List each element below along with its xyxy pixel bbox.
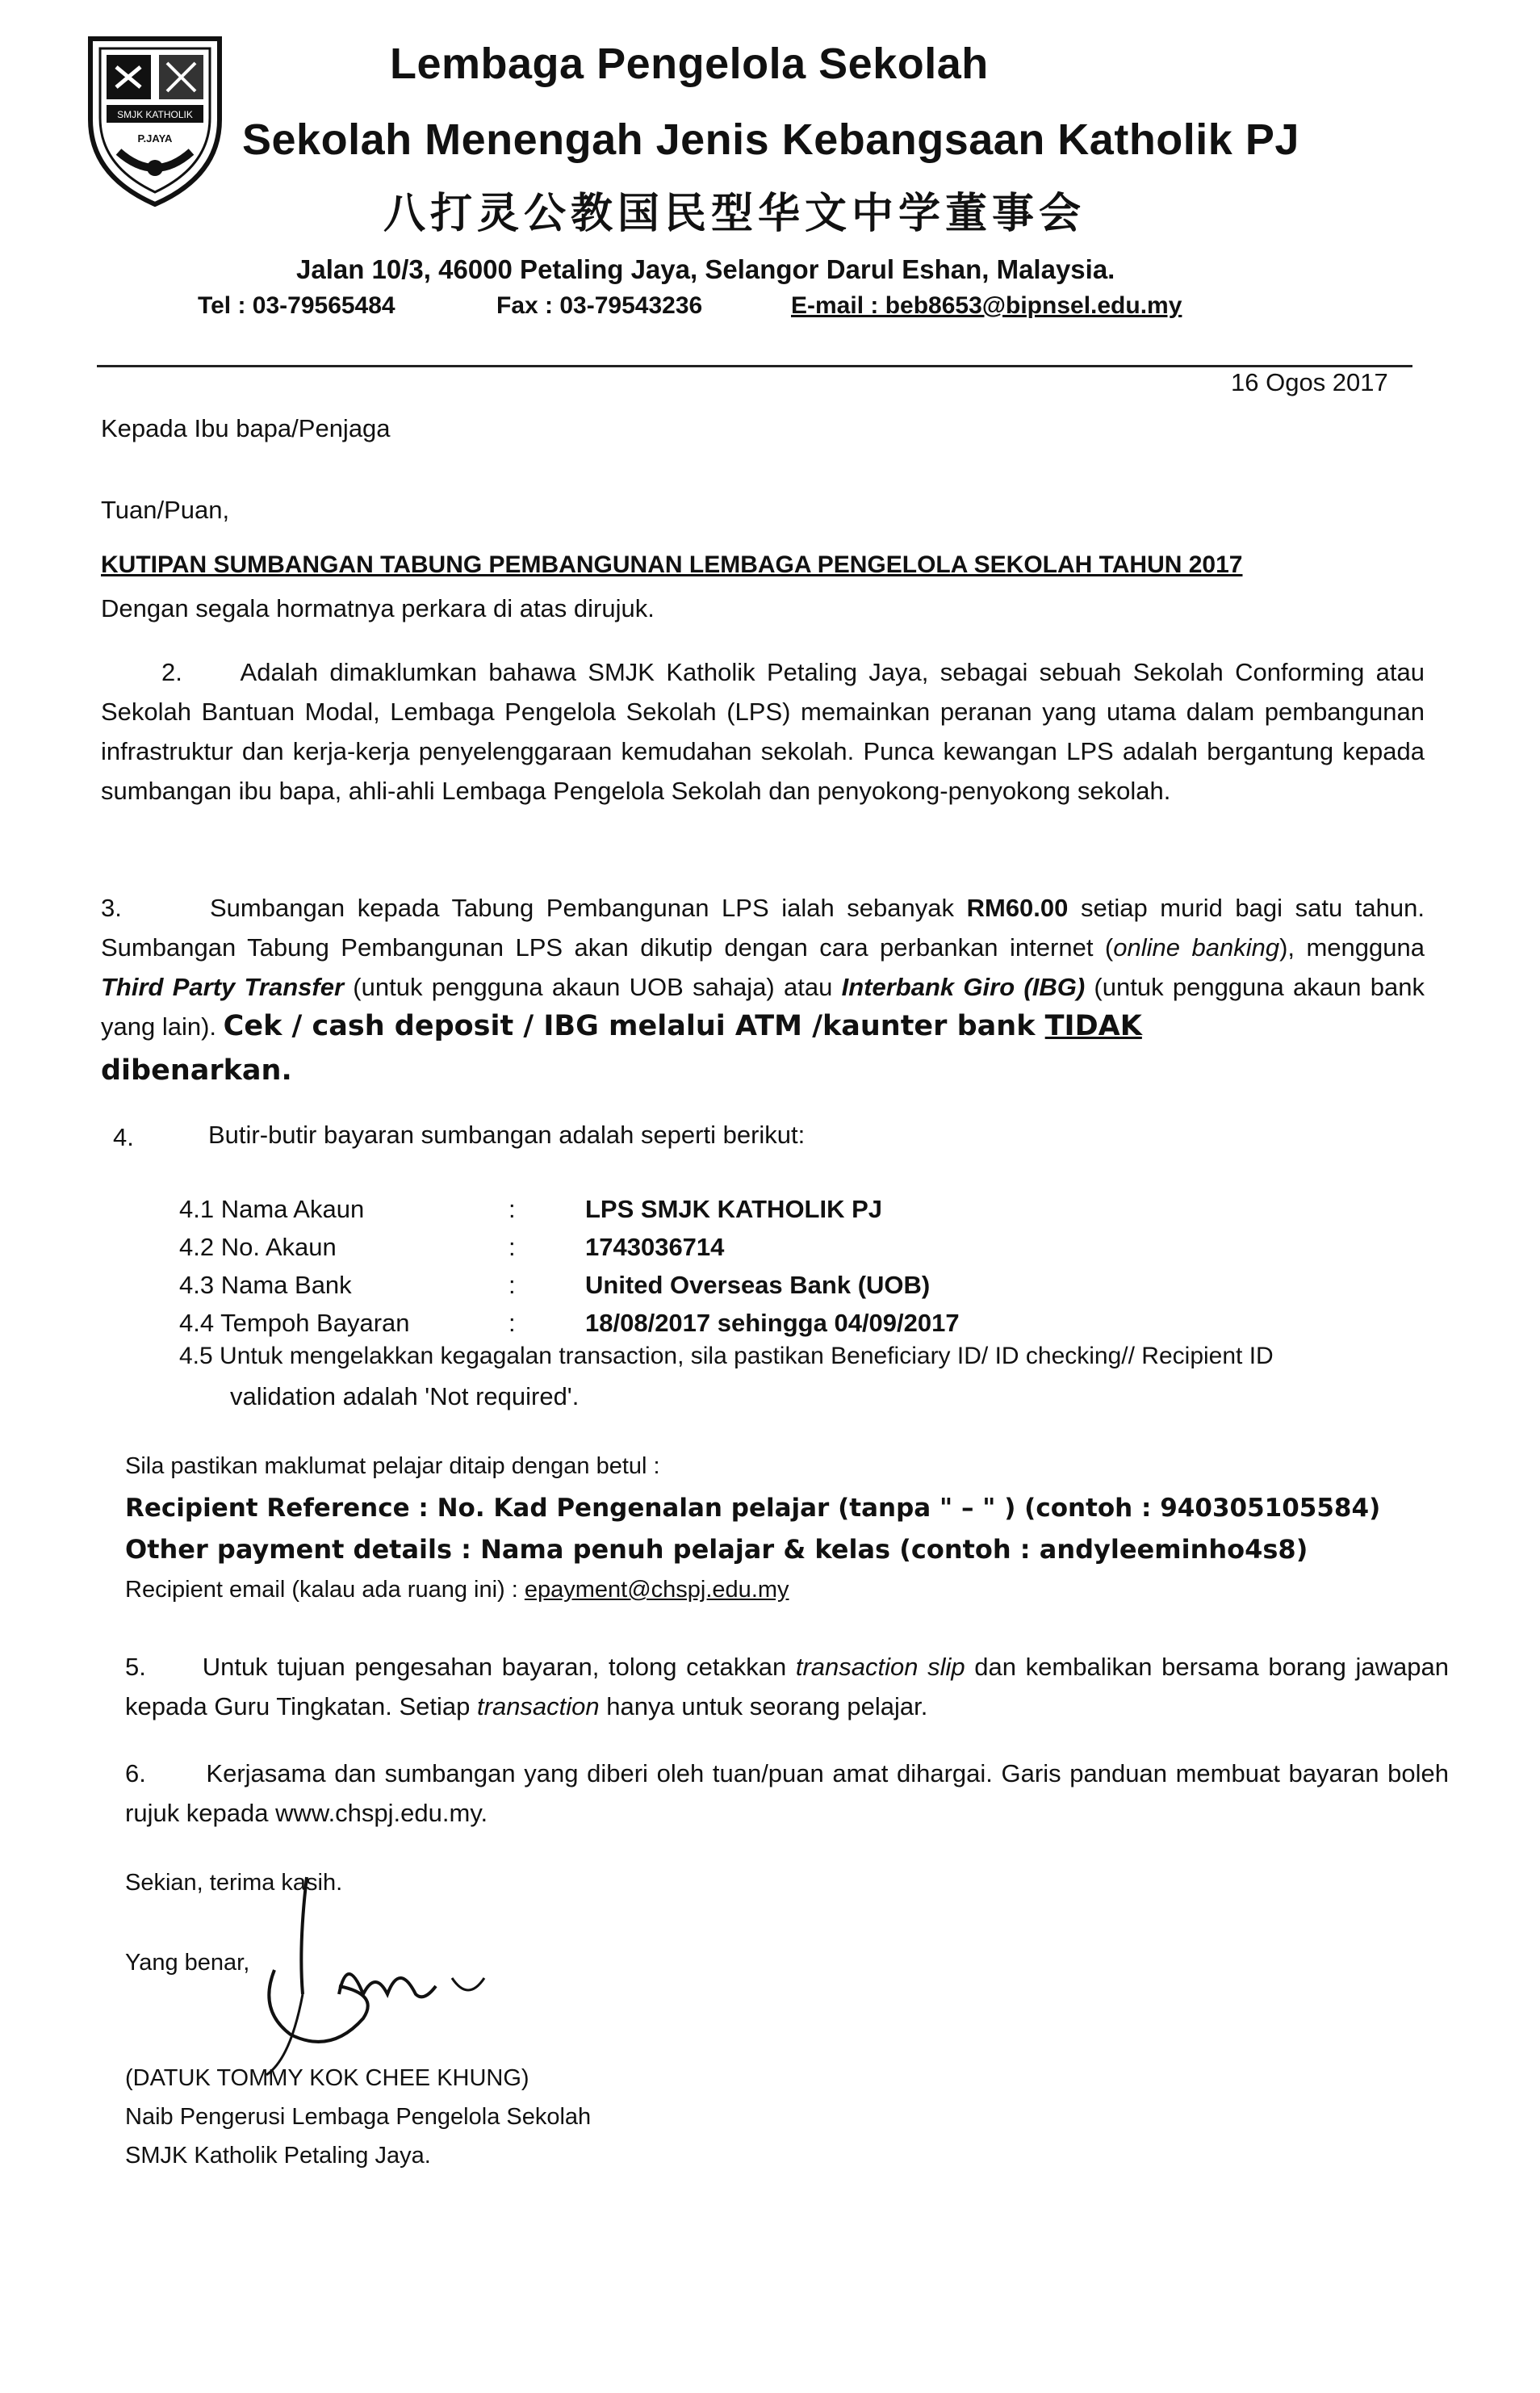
logo-text-mid: P.JAYA [137,132,173,145]
paragraph-5-text-a: Untuk tujuan pengesahan bayaran, tolong cetakkan [202,1653,796,1681]
bank-name-value: United Overseas Bank (UOB) [585,1271,931,1299]
school-logo [74,23,236,208]
recipient-email-value: epayment@chspj.edu.my [524,1577,789,1603]
letterhead-email: E-mail : beb8653@bipnsel.edu.my [791,292,1182,319]
account-name-value: LPS SMJK KATHOLIK PJ [585,1195,883,1223]
payment-warning-end: dibenarkan. [101,1054,292,1087]
paragraph-4-number: 4. [113,1123,134,1151]
payment-detail-row [0,1195,1540,1224]
transaction-slip-term: transaction slip [795,1653,965,1681]
recipient-email-line [125,1578,789,1602]
letterhead-title-2: Sekolah Menengah Jenis Kebangsaan Katholik PJ [242,115,1299,164]
instructions-intro: Sila pastikan maklumat pelajar ditaip dengan betul : [125,1453,660,1479]
account-number-label: 4.2 No. Akaun [179,1233,337,1261]
online-banking-term: online banking [1113,933,1280,962]
paragraph-3-text-b: setiap murid bagi satu tahun. Sumbangan Tabung Pembangunan LPS akan dikutip dengan cara perbankan internet ( [101,894,1425,962]
paragraph-2-text: Adalah dimaklumkan bahawa SMJK Katholik Petaling Jaya, sebagai sebuah Sekolah Conforming atau Sekolah Bantuan Modal, Lembaga Pengelola Sekolah (LPS) memainkan peranan yang utama dalam pembangunan infrastruktur dan kerja-kerja penyelenggaraan kemudahan sekolah. Punca kewangan LPS adalah bergantung kepada sumbangan ibu bapa, ahli-ahli Lembaga Pengelola Sekolah dan penyokong-penyokong sekolah. [101,658,1425,805]
other-payment-details-line: Other payment details : Nama penuh pelajar & kelas (contoh : andyleeminho4s8) [125,1534,1308,1565]
detail-separator: : [508,1233,516,1261]
contribution-amount: RM60.00 [966,894,1069,922]
bank-name-label: 4.3 Nama Bank [179,1271,352,1299]
paragraph-3-number: 3. [101,894,122,922]
salutation: Tuan/Puan, [101,496,230,524]
letterhead-tel: Tel : 03-79565484 [198,292,395,319]
paragraph-3 [101,888,1425,1091]
paragraph-5 [125,1647,1449,1726]
payment-detail-row [0,1233,1540,1262]
payment-warning: Cek / cash deposit / IBG melalui ATM /kaunter bank [223,1010,1045,1042]
paragraph-6-number: 6. [125,1759,146,1787]
recipient-email-label: Recipient email (kalau ada ruang ini) : [125,1577,525,1603]
paragraph-5-text-c: hanya untuk seorang pelajar. [599,1692,928,1720]
paragraph-4-text: Butir-butir bayaran sumbangan adalah seperti berikut: [208,1121,806,1149]
logo-text-top: SMJK KATHOLIK [117,109,193,120]
paragraph-2-number: 2. [161,658,182,686]
paragraph-3-text-a: Sumbangan kepada Tabung Pembangunan LPS ialah sebanyak [209,894,967,922]
letterhead-title-chinese: 八打灵公教国民型华文中学董事会 [383,190,1086,238]
closing-thanks: Sekian, terima kasih. [125,1870,343,1896]
transaction-term: transaction [477,1692,600,1720]
payment-period-label: 4.4 Tempoh Bayaran [179,1309,410,1337]
account-number-value: 1743036714 [585,1233,725,1261]
recipient: Kepada Ibu bapa/Penjaga [101,414,391,442]
payment-warning-tidak: TIDAK [1044,1010,1142,1042]
signatory-position: Naib Pengerusi Lembaga Pengelola Sekolah [125,2104,592,2130]
intro-line: Dengan segala hormatnya perkara di atas dirujuk. [101,594,655,622]
signatory-school: SMJK Katholik Petaling Jaya. [125,2143,431,2169]
paragraph-3-text-e: (untuk pengguna akaun bank yang lain). [101,973,1425,1041]
handwritten-signature [242,1873,533,2083]
recipient-reference-line: Recipient Reference : No. Kad Pengenalan pelajar (tanpa " – " ) (contoh : 940305105584) [125,1494,1381,1523]
closing-yang-benar: Yang benar, [125,1950,250,1976]
paragraph-5-text-b: dan kembalikan bersama borang jawapan kepada Guru Tingkatan. Setiap [125,1653,1449,1720]
note-line-1: 4.5 Untuk mengelakkan kegagalan transaction, sila pastikan Beneficiary ID/ ID checking// Recipient ID [179,1343,1274,1369]
letterhead-title-1: Lembaga Pengelola Sekolah [390,40,989,88]
detail-separator: : [508,1309,516,1337]
account-name-label: 4.1 Nama Akaun [179,1195,365,1223]
payment-period-value: 18/08/2017 sehingga 04/09/2017 [585,1309,960,1337]
third-party-term: Third Party Transfer [101,973,345,1001]
paragraph-2 [101,652,1425,811]
paragraph-6 [125,1754,1449,1833]
paragraph-6-text: Kerjasama dan sumbangan yang diberi oleh tuan/puan amat dihargai. Garis panduan membuat bayaran boleh rujuk kepada www.chspj.edu.my. [125,1759,1449,1827]
interbank-term: Interbank Giro (IBG) [841,973,1086,1001]
paragraph-3-text-c: ), mengguna [1279,933,1425,962]
detail-separator: : [508,1195,516,1223]
letterhead-divider [97,365,1412,367]
detail-separator: : [508,1271,516,1299]
paragraph-3-text-d: (untuk pengguna akaun UOB sahaja) atau [344,973,842,1001]
paragraph-5-number: 5. [125,1653,146,1681]
letterhead-address: Jalan 10/3, 46000 Petaling Jaya, Selangor Darul Eshan, Malaysia. [296,254,1115,284]
signatory-name: (DATUK TOMMY KOK CHEE KHUNG) [125,2065,529,2091]
payment-detail-row [0,1309,1540,1338]
letter-date: 16 Ogos 2017 [1231,368,1388,396]
letter-subject: KUTIPAN SUMBANGAN TABUNG PEMBANGUNAN LEMBAGA PENGELOLA SEKOLAH TAHUN 2017 [101,551,1243,578]
note-line-2: validation adalah 'Not required'. [230,1382,580,1410]
letterhead-fax: Fax : 03-79543236 [496,292,703,319]
payment-detail-row [0,1271,1540,1300]
